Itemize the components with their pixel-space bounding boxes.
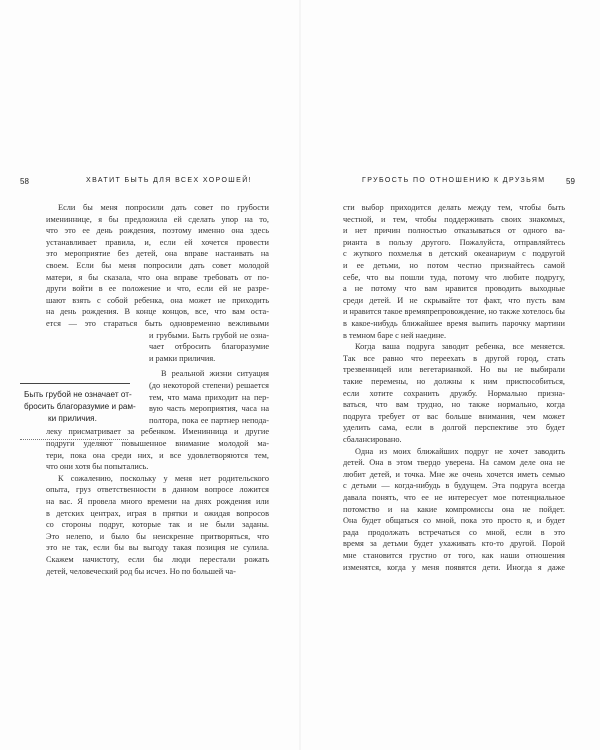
text-line: и рамки приличия.: [149, 353, 216, 363]
text-line: что это ее день рождения, поэтому именно она здесь: [46, 226, 269, 236]
text-line: К сожалению, поскольку у меня нет родительского: [58, 473, 269, 483]
text-line: Одна из моих ближайших подруг не хочет заводить: [355, 446, 565, 456]
text-line: (до некоторой степени) решается: [149, 381, 269, 390]
text-line: с детьми — когда-нибудь в будущем. Эта подруга всегда: [343, 481, 565, 491]
text-line: и нет причин полностью отказываться от одного ва-: [343, 226, 565, 236]
text-line: и ее детьми, но потом честно признайтесь самой: [343, 261, 565, 270]
text-line: леку присматривает за ребенком. Именинница и другие: [46, 427, 269, 437]
pull-quote-line: бросить благоразумие и рам-: [24, 402, 136, 411]
page-number: 58: [20, 177, 29, 186]
text-line: своем. Если бы меня попросили дать совет молодой: [46, 261, 269, 270]
text-line: любит детей, и точка. Мне же очень хочется иметь семью: [343, 469, 565, 479]
text-line: если хотите сохранить дружбу. Нормально призна-: [343, 388, 565, 398]
text-line: сбалансировано.: [343, 435, 402, 444]
text-line: потомство и на какие компромиссы она не пойдет.: [343, 504, 565, 514]
text-line: и грубыми. Быть грубой не озна-: [149, 330, 269, 340]
right-page: [300, 0, 600, 750]
text-line: рианта в пользу другого. Пожалуйста, отправляйтесь: [343, 237, 565, 247]
running-head: ГРУБОСТЬ ПО ОТНОШЕНИЮ К ДРУЗЬЯМ: [362, 177, 546, 184]
text-line: шают взять с собой ребенка, она может не приходить: [46, 295, 269, 305]
text-line: тем, что мама приходит на пер-: [149, 392, 269, 402]
text-line: что они хотя бы попытались.: [46, 462, 149, 472]
text-line: трезвенницей или вегетарианкой. Но вы не выбирали: [343, 365, 565, 375]
text-line: имениннице, я бы предложила ей сделать упор на то,: [46, 214, 269, 224]
text-line: это мероприятие без детей, она вправе настаивать на: [46, 249, 269, 259]
text-line: полтора, пока ее партнер неподa-: [149, 415, 269, 425]
text-line: опыта, груз ответственности в данном вопросе ложится: [46, 485, 269, 495]
text-line: ваться, что вам трудно, но также нормально, когда: [343, 400, 565, 410]
text-line: в детских центрах, играя в прятки и ожидая вопросов: [46, 508, 269, 518]
text-line: Если бы меня попросили дать совет по грубости: [58, 203, 269, 212]
text-line: себе, что вы пошли туда, потому что любите подругу,: [343, 272, 565, 282]
text-line: устанавливает правила, и, если ей хочется провести: [46, 237, 269, 247]
text-line: это не так, если бы вы выгоду такая позиция не сулила.: [46, 543, 269, 553]
page-number: 59: [566, 177, 575, 186]
text-line: рада продолжать встречаться со мной, если в это: [343, 527, 565, 537]
text-line: со стороны подруг, которые так и не были заданы.: [46, 520, 269, 530]
text-line: Это нелепо, и было бы неискренне притворяться, что: [46, 531, 269, 541]
text-line: в какое-нибудь ближайшее время выпить парочку мартини: [343, 319, 565, 328]
text-line: уделить сама, если в долгой перспективе это будет: [343, 423, 565, 433]
text-line: а не потому что вам нравится проводить выходные: [343, 284, 565, 294]
pull-quote-divider: [20, 439, 128, 440]
text-line: други войти в ее положение и что, если ей не разре-: [46, 284, 269, 294]
text-line: Она будет общаться со мной, пока это просто я, и будет: [343, 516, 565, 526]
text-line: подруги уделяют повышенное внимание молодой ма-: [46, 439, 269, 448]
text-line: тери, пока она среди них, и все удовлетворяются тем,: [46, 450, 269, 460]
pull-quote-line: Быть грубой не означает от-: [24, 390, 132, 399]
pull-quote-line: ки приличия.: [48, 414, 97, 423]
text-line: время за детьми будет ухаживать кто-то другой. Порой: [343, 539, 565, 549]
text-line: давала понять, что ее не интересует мое потенциальное: [343, 493, 565, 502]
text-line: подруга требует от вас больше внимания, чем может: [343, 411, 565, 421]
text-line: Скажем начистоту, если бы люди перестали рожать: [46, 555, 269, 564]
text-line: среди детей. И не скрывайте тот факт, что пусть вам: [343, 295, 565, 305]
text-line: детей. Она в этом твердо уверена. На самом деле она не: [343, 458, 565, 468]
text-line: в темном баре с ней наедине.: [343, 330, 447, 340]
text-line: и нравится такое времяпрепровождение, но также хотелось бы: [343, 307, 565, 317]
text-line: ется — это стараться быть одновременно вежливыми: [46, 319, 269, 328]
text-line: мне становится грустно от того, как наши отношения: [343, 551, 565, 560]
text-line: честной, и тем, чтобы поддерживать своих знакомых,: [343, 214, 565, 224]
text-line: на день рождения. В конце концов, все, что вам оста-: [46, 307, 269, 317]
text-line: матери, я бы сказала, что она вправе требовать от по-: [46, 272, 269, 282]
text-line: В реальной жизни ситуация: [161, 369, 269, 379]
text-line: вую часть мероприятия, часа на: [149, 404, 269, 414]
text-line: Так все равно что переехать в другой город, стать: [343, 353, 565, 363]
text-line: сти выбор приходится делать между тем, чтобы быть: [343, 203, 565, 212]
text-line: на вас. Я провела много времени на днях рождения или: [46, 497, 269, 506]
text-line: такие перемены, но должны к ним приспособиться,: [343, 377, 565, 386]
running-head: ХВАТИТ БЫТЬ ДЛЯ ВСЕХ ХОРОШЕЙ!: [86, 177, 252, 184]
text-line: детей, человеческий род бы исчез. Но по большей ча-: [46, 566, 236, 576]
pull-quote-rule: [20, 383, 130, 384]
text-line: изменятся, когда у меня появятся дети. Иногда я даже: [343, 562, 565, 572]
text-line: Когда ваша подруга заводит ребенка, все меняется.: [355, 342, 565, 352]
text-line: с жуткого похмелья в детский океанариум с подругой: [343, 249, 565, 259]
text-line: чает отбросить благоразумие: [149, 342, 269, 352]
